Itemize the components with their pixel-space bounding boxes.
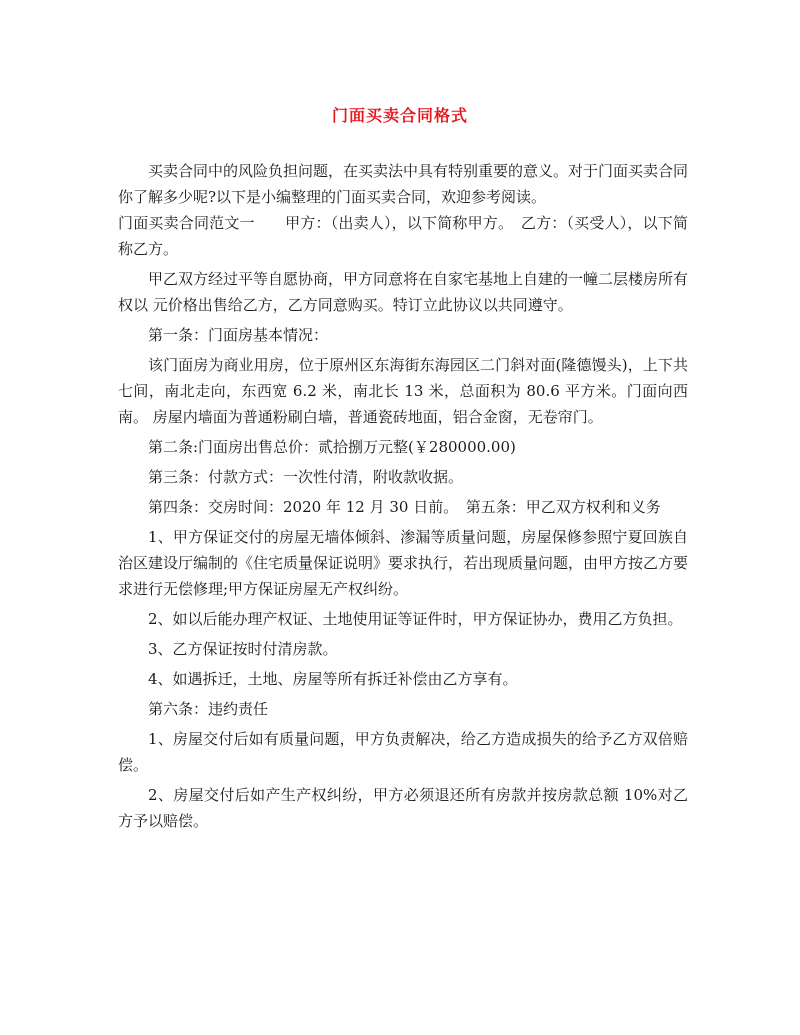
parties-paragraph: 门面买卖合同范文一 甲方：（出卖人），以下简称甲方。 乙方：（买受人），以下简称乙方。 xyxy=(118,214,688,258)
document-body xyxy=(118,158,688,834)
article-1-heading: 第一条：门面房基本情况： xyxy=(148,326,329,344)
article-5-item-1: 1、甲方保证交付的房屋无墙体倾斜、渗漏等质量问题，房屋保修参照宁夏回族自治区建设厅编制的《住宅质量保证说明》要求执行，若出现质量问题，由甲方按乙方要求进行无偿修理;甲方保证房屋无产权纠纷。 xyxy=(118,528,689,598)
article-4-5-paragraph: 第四条：交房时间：2020 年 12 月 30 日前。 第五条：甲乙双方权利和义务 xyxy=(148,498,661,516)
article-3-paragraph: 第三条：付款方式：一次性付清，附收款收据。 xyxy=(148,468,464,486)
article-5-item-4: 4、如遇拆迁，土地、房屋等所有拆迁补偿由乙方享有。 xyxy=(148,670,518,688)
article-6-item-2: 2、房屋交付后如产生产权纠纷，甲方必须退还所有房款并按房款总额 10%对乙方予以赔偿。 xyxy=(118,786,688,830)
article-1-content: 该门面房为商业用房，位于原州区东海街东海园区二门斜对面(隆德馒头)，上下共七间，南北走向，东西宽 6.2 米，南北长 13 米，总面积为 80.6 平方米。门面向西南。 房屋内墙面为普通粉刷白墙，普通瓷砖地面，铝合金窗，无卷帘门。 xyxy=(118,356,688,426)
article-5-item-3: 3、乙方保证按时付清房款。 xyxy=(148,640,338,658)
article-2-paragraph: 第二条:门面房出售总价：贰拾捌万元整(￥280000.00) xyxy=(148,438,516,456)
intro-paragraph: 买卖合同中的风险负担问题，在买卖法中具有特别重要的意义。对于门面买卖合同你了解多少呢?以下是小编整理的门面买卖合同，欢迎参考阅读。 xyxy=(118,162,689,206)
document-title: 门面买卖合同格式 xyxy=(331,106,468,125)
article-6-heading: 第六条：违约责任 xyxy=(148,700,269,718)
article-6-item-1: 1、房屋交付后如有质量问题，甲方负责解决，给乙方造成损失的给予乙方双倍赔偿。 xyxy=(118,730,688,774)
agreement-paragraph: 甲乙双方经过平等自愿协商，甲方同意将在自家宅基地上自建的一幢二层楼房所有权以 元价格出售给乙方，乙方同意购买。特订立此协议以共同遵守。 xyxy=(118,270,689,314)
article-5-item-2: 2、如以后能办理产权证、土地使用证等证件时，甲方保证协办，费用乙方负担。 xyxy=(148,610,683,628)
